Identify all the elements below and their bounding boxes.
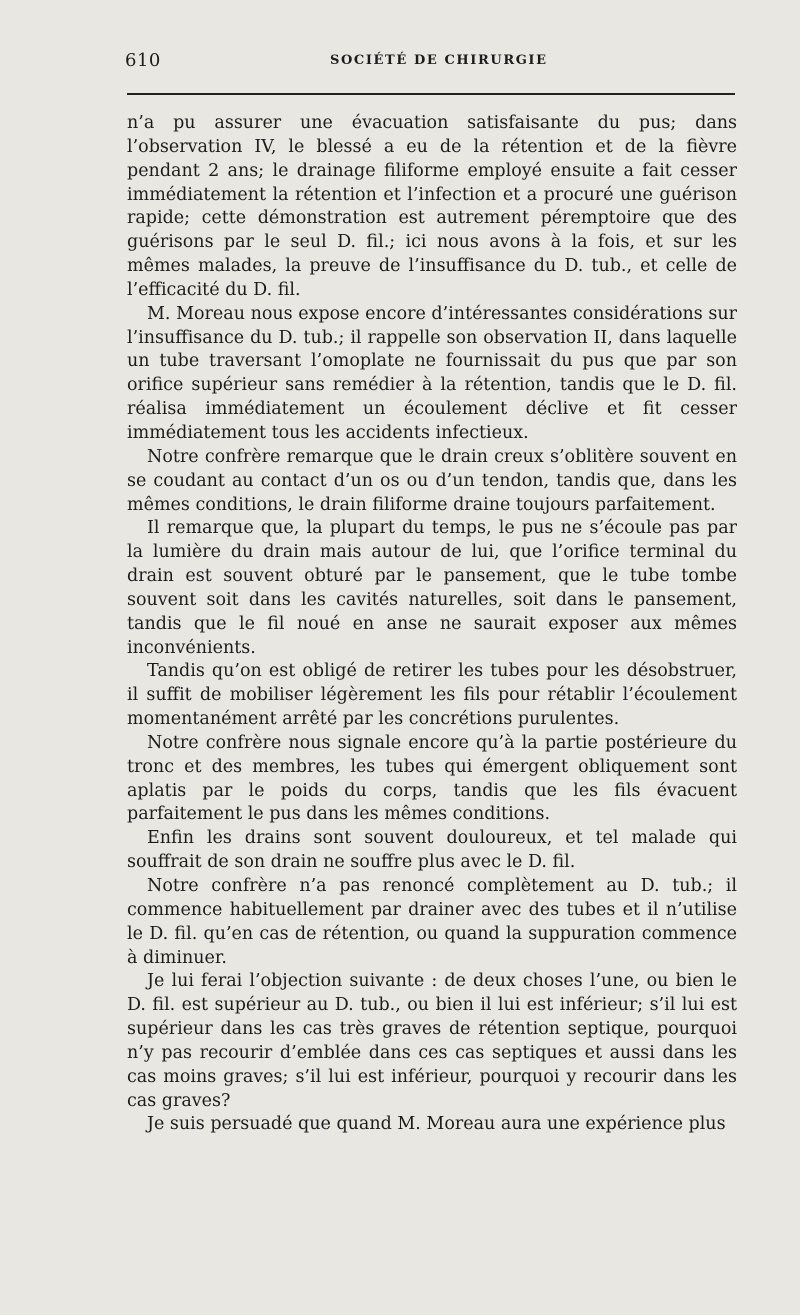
paragraph: Tandis qu’on est obligé de retirer les tubes pour les désobstruer, il suffit de mobiliser légèrement les fils pour rétablir l’écoulement momentanément arrêté par les concrétions purulentes. (127, 661, 737, 730)
paragraph: Notre confrère nous signale encore qu’à la partie postérieure du tronc et des membres, les tubes qui émergent obliquement sont aplatis par le poids du corps, tandis que les fils évacuent parfaitement le pus dans les mêmes conditions. (127, 732, 737, 825)
page-header (125, 50, 735, 80)
page-number: 610 (125, 50, 161, 71)
paragraph: Je lui ferai l’objection suivante : de deux choses l’une, ou bien le D. fil. est supérieur au D. tub., ou bien il lui est inférieur; s’il lui est supérieur dans les cas très graves de rétention septique, pourquoi n’y pas recourir d’emblée dans ces cas septiques et aussi dans les cas moins graves; s’il lui est inférieur, pourquoi y recourir dans les cas graves? (127, 971, 737, 1111)
body-text (127, 112, 737, 1137)
paragraph: Notre confrère remarque que le drain creux s’oblitère souvent en se coudant au contact d’un os ou d’un tendon, tandis que, dans les mêmes conditions, le drain filiforme draine toujours parfaitement. (127, 446, 737, 515)
paragraph: M. Moreau nous expose encore d’intéressantes considérations sur l’insuffisance du D. tub.; il rappelle son observation II, dans laquelle un tube traversant l’omoplate ne fournissait du pus que par son orifice supérieur sans remédier à la rétention, tandis que le D. fil. réalisa immédiatement un écoulement déclive et fit cesser immédiatement tous les accidents infectieux. (127, 303, 737, 443)
paragraph: Je suis persuadé que quand M. Moreau aura une expérience plus (147, 1114, 726, 1135)
header-rule (127, 93, 735, 95)
paragraph: n’a pu assurer une évacuation satisfaisante du pus; dans l’observation IV, le blessé a eu de la rétention et de la fièvre pendant 2 ans; le drainage filiforme employé ensuite a fait cesser immédiatement la rétention et l’infection et a procuré une guérison rapide; cette démonstration est autrement péremptoire que des guérisons par le seul D. fil.; ici nous avons à la fois, et sur les mêmes malades, la preuve de l’insuffisance du D. tub., et celle de l’efficacité du D. fil. (127, 113, 737, 300)
paragraph: Notre confrère n’a pas renoncé complètement au D. tub.; il commence habituellement par drainer avec des tubes et il n’utilise le D. fil. qu’en cas de rétention, ou quand la suppuration commence à diminuer. (127, 876, 737, 968)
running-head: SOCIÉTÉ DE CHIRURGIE (330, 53, 548, 68)
paragraph: Enfin les drains sont souvent douloureux, et tel malade qui souffrait de son drain ne souffre plus avec le D. fil. (127, 828, 737, 873)
paragraph: Il remarque que, la plupart du temps, le pus ne s’écoule pas par la lumière du drain mais autour de lui, que l’orifice terminal du drain est souvent obturé par le pansement, que le tube tombe souvent soit dans les cavités naturelles, soit dans le pansement, tandis que le fil noué en anse ne saurait exposer aux mêmes inconvénients. (127, 518, 737, 658)
